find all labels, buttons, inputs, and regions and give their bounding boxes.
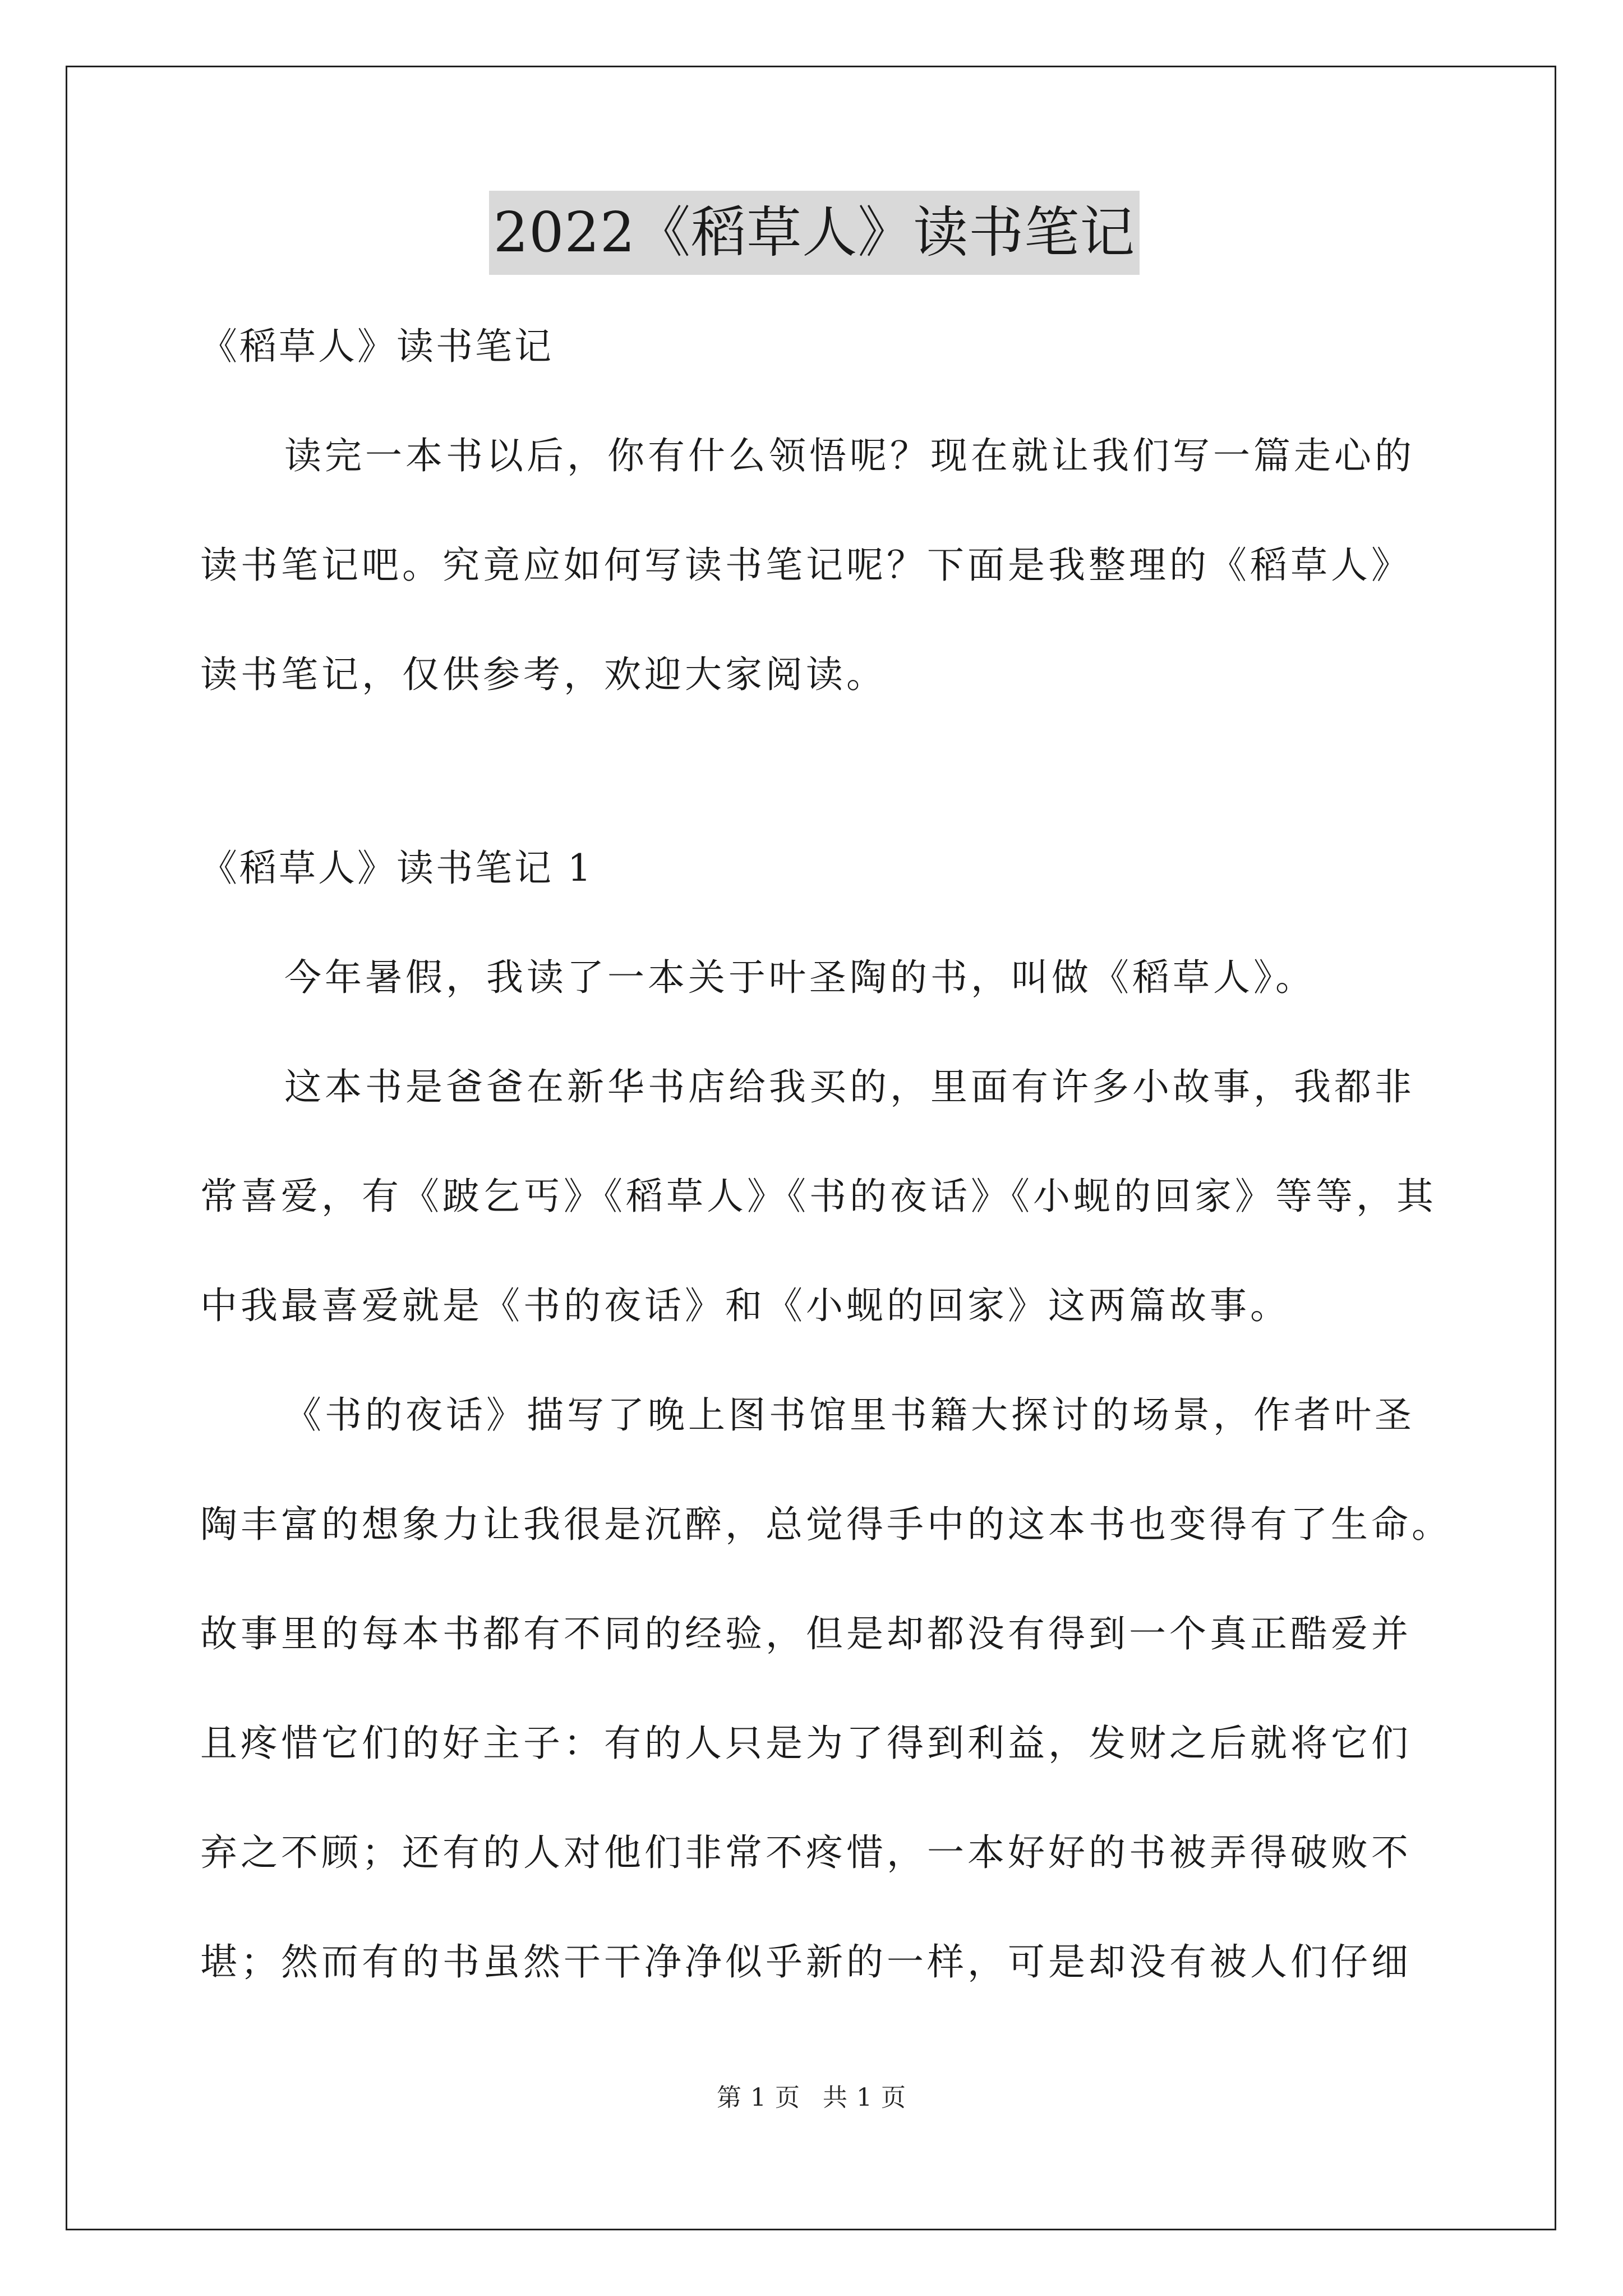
section-spacer <box>200 729 1428 813</box>
intro-line: 读完一本书以后，你有什么领悟呢？现在就让我们写一篇走心的 <box>284 434 1415 477</box>
section-1-heading: 《稻草人》读书笔记 1 <box>200 846 593 890</box>
paragraph-line: 堪；然而有的书虽然干干净净似乎新的一样，可是却没有被人们仔细 <box>200 1940 1412 1984</box>
document-body <box>200 191 1452 2017</box>
document-title-text: 2022《稻草人》读书笔记 <box>489 191 1140 275</box>
section-1-paragraph-1 <box>200 923 1428 1032</box>
paragraph-line: 中我最喜爱就是《书的夜话》和《小蚬的回家》这两篇故事。 <box>200 1284 1290 1327</box>
paragraph-line: 且疼惜它们的好主子：有的人只是为了得到利益，发财之后就将它们 <box>200 1722 1412 1765</box>
paragraph-line: 这本书是爸爸在新华书店给我买的，里面有许多小故事，我都非 <box>284 1065 1415 1108</box>
paragraph-line: 常喜爱，有《跛乞丐》《稻草人》《书的夜话》《小蚬的回家》等等，其 <box>200 1175 1437 1218</box>
page-footer <box>0 2081 1623 2115</box>
paragraph-line: 弃之不顾；还有的人对他们非常不疼惜，一本好好的书被弄得破败不 <box>200 1831 1412 1874</box>
paragraph-line: 陶丰富的想象力让我很是沉醉，总觉得手中的这本书也变得有了生命。 <box>200 1503 1452 1546</box>
paragraph-line: 《书的夜话》描写了晚上图书馆里书籍大探讨的场景，作者叶圣 <box>284 1393 1415 1437</box>
paragraph-line: 故事里的每本书都有不同的经验，但是却都没有得到一个真正酷爱并 <box>200 1612 1412 1655</box>
document-title <box>200 191 1428 292</box>
section-1-paragraph-3 <box>200 1360 1452 2017</box>
section-1-paragraph-2 <box>200 1032 1437 1360</box>
page-number-total: 共 1 页 <box>823 2083 906 2112</box>
intro-line: 读书笔记，仅供参考，欢迎大家阅读。 <box>200 653 887 696</box>
intro-heading: 《稻草人》读书笔记 <box>200 325 554 368</box>
intro-paragraph <box>200 401 1428 729</box>
paragraph-line: 今年暑假，我读了一本关于叶圣陶的书，叫做《稻草人》。 <box>284 956 1316 999</box>
intro-line: 读书笔记吧。究竟应如何写读书笔记呢？下面是我整理的《稻草人》 <box>200 544 1412 587</box>
page-number-current: 第 1 页 <box>717 2083 800 2112</box>
